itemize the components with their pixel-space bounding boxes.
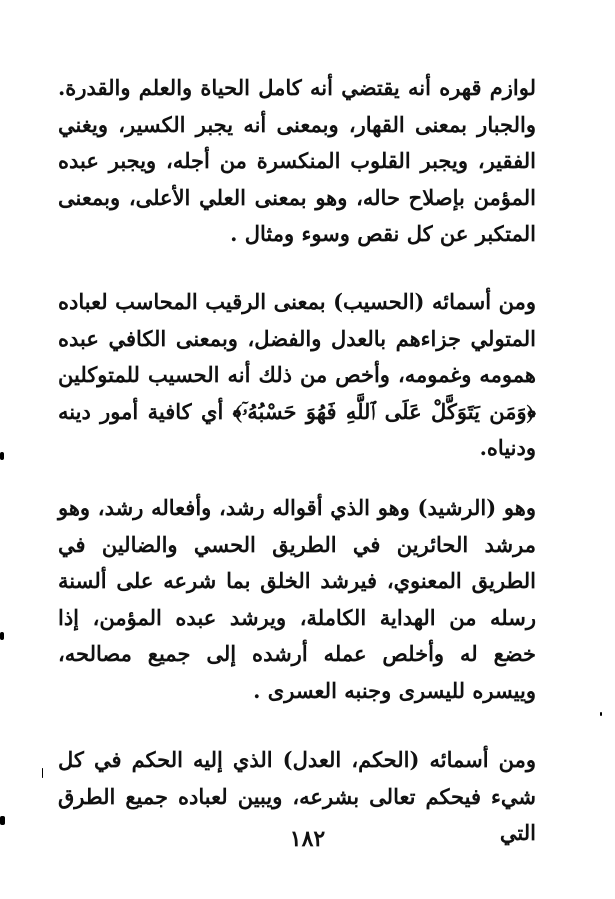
quran-verse: ﴿وَمَن يَتَوَكَّلْ عَلَى ٱللَّهِ فَهُوَ حَسْبُهُۥٓ﴾ bbox=[232, 398, 536, 424]
paragraph-text bbox=[58, 284, 536, 467]
paragraph-text: وهو (الرشيد) وهو الذي أقواله رشد، وأفعاله رشد، وهو مرشد الحائرين في الطريق الحسي والضالين في الطريق المعنوي، فيرشد الخلق بما شرعه على ألسنة رسله من الهداية الكاملة، ويرشد عبده المؤمن، إذا خضع له وأخلص عمله أرشده إلى جميع مصالحه، وييسره لليسرى وجنبه العسرى . bbox=[58, 495, 536, 703]
paragraph-text-after-quran: أي كافية أمور دينه ودنياه. bbox=[58, 398, 536, 460]
scan-speck bbox=[0, 816, 5, 825]
paragraph-rashid bbox=[58, 490, 536, 709]
page-number: ١٨٢ bbox=[289, 826, 326, 852]
paragraph-hasib bbox=[58, 284, 536, 467]
paragraph-text: ومن أسمائه (الحكم، العدل) الذي إليه الحكم في كل شيء فيحكم تعالى بشرعه، ويبين لعباده جميع الطرق التي bbox=[58, 747, 536, 845]
paragraph-jabbar bbox=[58, 70, 536, 253]
scan-speck bbox=[42, 768, 43, 778]
scan-speck bbox=[600, 712, 602, 716]
paragraph-text: لوازم قهره أنه يقتضي أنه كامل الحياة والعلم والقدرة. والجبار بمعنى القهار، وبمعنى أنه يجبر الكسير، ويغني الفقير، ويجبر القلوب المنكسرة من أجله، ويجبر عبده المؤمن بإصلاح حاله، وهو بمعنى العلي الأعلى، وبمعنى المتكبر عن كل نقص وسوء ومثال . bbox=[58, 75, 536, 246]
scan-speck bbox=[0, 452, 4, 460]
paragraph-text-before-quran: ومن أسمائه (الحسيب) بمعنى الرقيب المحاسب لعباده المتولي جزاءهم بالعدل والفضل، وبمعنى الكافي عبده همومه وغمومه، وأخص من ذلك أنه الحسيب للمتوكلين bbox=[58, 289, 536, 387]
scan-speck bbox=[0, 632, 4, 640]
